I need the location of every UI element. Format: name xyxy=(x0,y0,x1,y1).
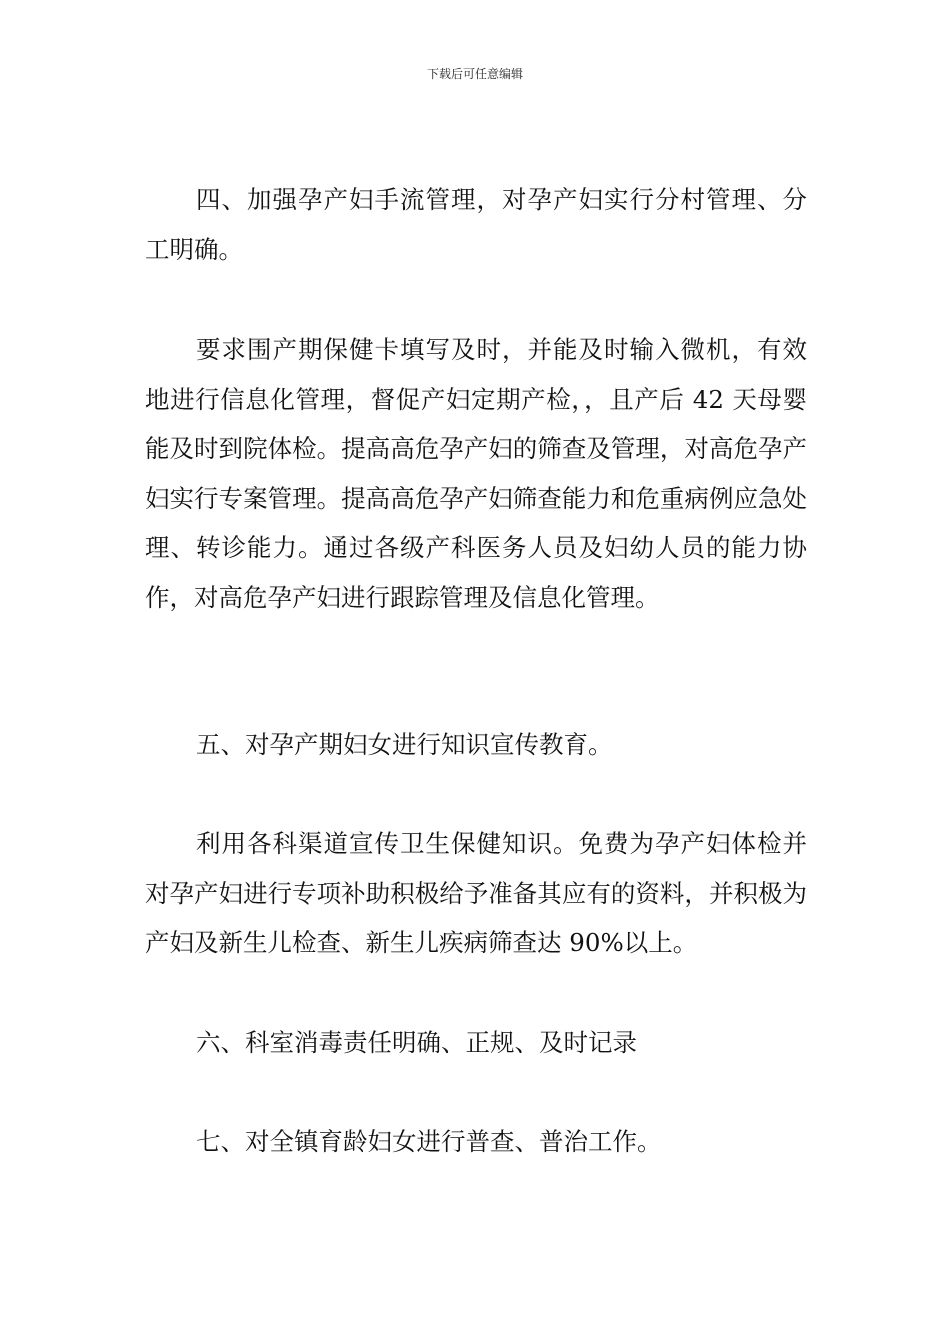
page-header: 下载后可任意编辑 xyxy=(426,67,523,81)
section-heading-5: 五、对孕产期妇女进行知识宣传教育。 xyxy=(196,730,613,759)
body-paragraph-4: 要求围产期保健卡填写及时，并能及时输入微机，有效地进行信息化管理，督促产妇定期产检，，且产后 42 天母婴能及时到院体检。提高高危孕产妇的筛查及管理，对高危孕产妇实行专案管理。提高高危孕产妇筛查能力和危重病例应急处理、转诊能力。通过各级产科医务人员及妇幼人员的能力协作，对高危孕产妇进行跟踪管理及信息化管理。 xyxy=(145,335,807,612)
section-heading-4: 四、加强孕产妇手流管理，对孕产妇实行分村管理、分工明确。 xyxy=(145,185,807,264)
body-paragraph-5: 利用各科渠道宣传卫生保健知识。免费为孕产妇体检并对孕产妇进行专项补助积极给予准备其应有的资料，并积极为产妇及新生儿检查、新生儿疾病筛查达 90%以上。 xyxy=(145,829,807,957)
section-heading-6: 六、科室消毒责任明确、正规、及时记录 xyxy=(196,1028,637,1057)
section-heading-7: 七、对全镇育龄妇女进行普查、普治工作。 xyxy=(196,1127,662,1156)
